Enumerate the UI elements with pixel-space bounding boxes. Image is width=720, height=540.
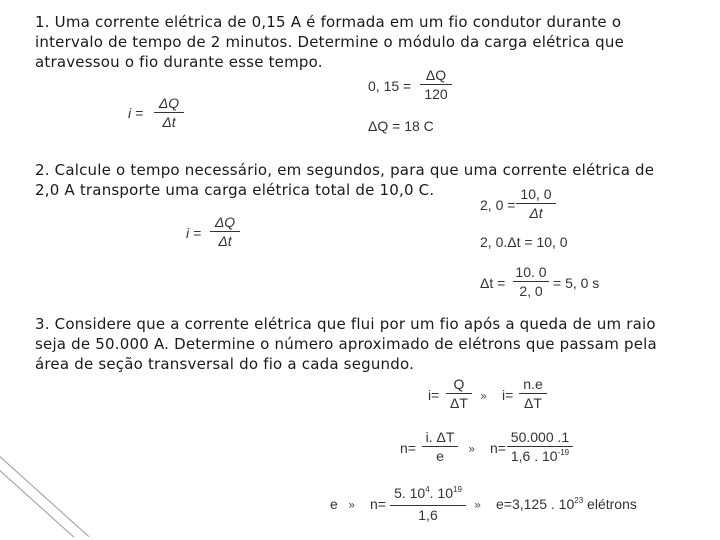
q2-formula-fraction	[210, 214, 240, 249]
q2-eq3-den: 2, 0	[519, 283, 543, 299]
q3-row3-b-num-base: 5. 10	[394, 485, 426, 501]
q2-eq3-num: 10. 0	[515, 264, 547, 280]
decorative-line-1	[0, 456, 89, 537]
q2-formula-num: ΔQ	[214, 214, 236, 230]
q2-eq2: 2, 0.Δt = 10, 0	[480, 234, 568, 250]
arrow-icon: »	[468, 442, 476, 456]
q3-row1-b-fraction	[519, 376, 547, 411]
q3-row2-a-num: i. ΔT	[425, 429, 455, 445]
q2-formula-den: Δt	[218, 233, 232, 249]
q3-row1-a-den: ΔT	[450, 395, 468, 411]
q3-row2-b-den-exp: -19	[557, 448, 570, 457]
q3-row3-b-num	[390, 485, 466, 504]
q2-formula-lhs: i =	[186, 225, 202, 241]
decorative-line-2	[0, 470, 74, 538]
q3-row1-a-fraction	[446, 376, 472, 411]
q2-eq3-rhs: = 5, 0 s	[553, 275, 600, 291]
q1-formula-lhs: i =	[128, 105, 144, 121]
q3-row2-a-lhs: n=	[400, 440, 416, 456]
q3-row2-b-fraction	[507, 429, 573, 467]
q1-formula-num: ΔQ	[158, 95, 180, 111]
q3-row2-b-den	[507, 448, 573, 467]
q3-row1-a-num: Q	[453, 376, 465, 392]
q3-row2-b-num: 50.000 .1	[510, 429, 570, 445]
q2-eq3-fraction	[513, 264, 549, 299]
q2-eq1-fraction	[516, 186, 556, 221]
q3-row3-c-exp: 23	[574, 496, 584, 505]
q3-row3-b-num-mid: . 10	[429, 485, 454, 501]
fraction-bar	[210, 231, 240, 232]
question-3-text: 3. Considere que a corrente elétrica que flui por um fio após a queda de um raio seja de 50.000 A. Determine o número aproximado de elétrons que passam pela área de seção transversal do fio a cada segundo.	[35, 315, 657, 373]
q3-row3-c	[496, 496, 637, 512]
q3-row3-c-base: e=3,125 . 10	[496, 496, 575, 512]
q3-row3-b-fraction	[390, 485, 466, 523]
fraction-bar	[513, 281, 549, 282]
q2-eq1-lhs: 2, 0 =	[480, 197, 516, 213]
fraction-bar	[516, 203, 556, 204]
q3-row1-b-den: ΔT	[524, 395, 542, 411]
q2-eq1-num: 10, 0	[520, 186, 552, 202]
q1-eq2: ΔQ = 18 C	[368, 118, 434, 134]
q3-row3-c-unit: elétrons	[587, 496, 637, 512]
q1-formula-fraction	[154, 95, 184, 130]
fraction-bar	[446, 393, 472, 394]
fraction-bar	[519, 393, 547, 394]
q2-eq3-lhs: Δt =	[480, 275, 506, 291]
q3-row3-b-num-exp2: 19	[453, 485, 462, 494]
fraction-bar	[422, 446, 458, 447]
q3-row1-b-lhs: i=	[502, 387, 514, 403]
fraction-bar	[390, 505, 466, 506]
q3-row2-b-lhs: n=	[490, 440, 506, 456]
q3-row2-a-fraction	[422, 429, 458, 464]
arrow-icon: »	[480, 389, 488, 403]
fraction-bar	[420, 84, 452, 85]
q3-row3-a: e	[330, 496, 338, 512]
fraction-bar	[507, 446, 573, 447]
q3-row2-b-den-base: 1,6 . 10	[510, 448, 558, 464]
q3-row1-a-lhs: i=	[428, 387, 440, 403]
q1-eq1-lhs: 0, 15 =	[368, 78, 412, 94]
q3-row3-b-den: 1,6	[418, 507, 438, 523]
arrow-icon: »	[474, 498, 482, 512]
q1-eq1-fraction	[420, 67, 452, 102]
q2-eq1-den: Δt	[529, 205, 543, 221]
q3-row3-b-num-exp1: 4	[425, 485, 430, 494]
q1-eq1-den: 120	[424, 86, 448, 102]
q3-row1-b-num: n.e	[523, 376, 543, 392]
arrow-icon: »	[348, 498, 356, 512]
q1-formula-den: Δt	[162, 114, 176, 130]
q3-row3-b-lhs: n=	[370, 496, 386, 512]
q1-eq1-num: ΔQ	[425, 67, 447, 83]
fraction-bar	[154, 112, 184, 113]
question-1-text: 1. Uma corrente elétrica de 0,15 A é formada em um fio condutor durante o intervalo de tempo de 2 minutos. Determine o módulo da carga elétrica que atravessou o fio durante esse tempo.	[35, 13, 625, 71]
q3-row2-a-den: e	[436, 448, 444, 464]
question-2-text: 2. Calcule o tempo necessário, em segundos, para que uma corrente elétrica de 2,0 A transporte uma carga elétrica total de 10,0 C.	[35, 161, 655, 199]
